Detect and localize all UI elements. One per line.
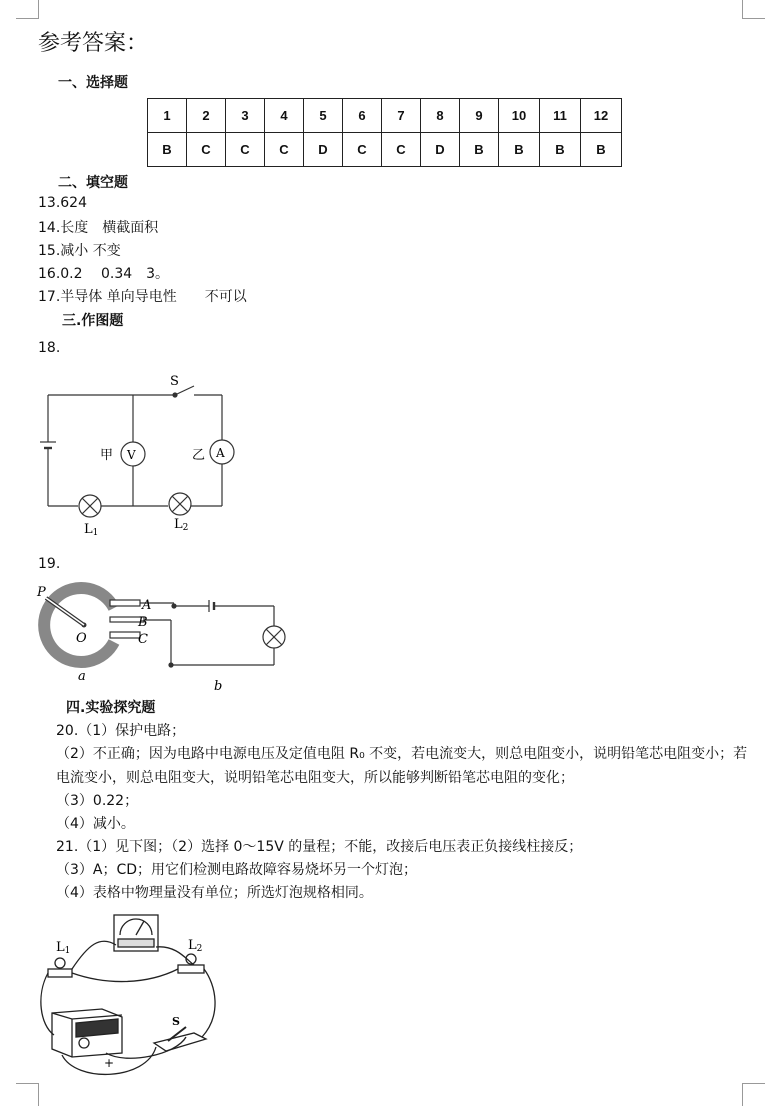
plus-terminal-label: + [104, 1056, 115, 1070]
answer-cell: C [187, 133, 226, 167]
answer-16: 16.0.2 0.34 3。 [38, 266, 170, 282]
meter-label-jia: 甲 [100, 448, 114, 463]
lamp-label-l2: L2 [174, 517, 189, 533]
question-number-cell: 1 [148, 99, 187, 133]
lamp-label-l1: L1 [56, 940, 71, 956]
answer-21-part-3: （4）表格中物理量没有单位；所选灯泡规格相同。 [56, 885, 373, 901]
rheostat-circuit-diagram-19 [34, 580, 304, 695]
answer-cell: B [540, 133, 581, 167]
answer-table-answer-row [148, 133, 622, 167]
answer-cell: C [265, 133, 304, 167]
question-number-cell: 12 [581, 99, 622, 133]
answer-14: 14.长度 横截面积 [38, 220, 159, 236]
question-number-cell: 8 [421, 99, 460, 133]
question-number-cell: 9 [460, 99, 499, 133]
answer-20-part-1: 20.（1）保护电路； [56, 723, 186, 739]
answer-17: 17.半导体 单向导电性 不可以 [38, 289, 247, 305]
figure-label-a: a [78, 669, 86, 684]
corner-mark-top-right [742, 0, 765, 19]
section-heading-fill: 二、填空题 [58, 175, 128, 191]
question-19-number: 19. [38, 556, 61, 572]
section-heading-choice: 一、选择题 [58, 75, 128, 91]
answer-cell: B [581, 133, 622, 167]
corner-mark-bottom-right [742, 1083, 765, 1106]
answer-20-part-2: （2）不正确；因为电路中电源电压及定值电阻 R₀ 不变，若电流变大，则总电阻变小，说明铅笔芯电阻变小；若电流变小，则总电阻变大，说明铅笔芯电阻变大，所以能够判断铅笔芯电阻的变化； [56, 746, 748, 786]
terminal-label-a: A [142, 598, 152, 613]
corner-mark-top-left [16, 0, 39, 19]
lamp-label-l2: L2 [188, 938, 203, 954]
answer-21-part-1: 21.（1）见下图；（2）选择 0～15V 的量程；不能，改接后电压表正负接线柱接反； [56, 839, 583, 855]
answer-21-part-2: （3）A；CD；用它们检测电路故障容易烧坏另一个灯泡； [56, 862, 418, 878]
terminal-label-c: C [138, 632, 148, 647]
question-number-cell: 7 [382, 99, 421, 133]
question-number-cell: 3 [226, 99, 265, 133]
switch-label: S [172, 1015, 180, 1028]
switch-label: S [170, 374, 179, 389]
voltmeter-symbol: V [127, 448, 136, 462]
answer-cell: C [226, 133, 265, 167]
question-number-cell: 2 [187, 99, 226, 133]
answer-20-part-4: （4）减小。 [56, 816, 135, 832]
question-number-cell: 10 [499, 99, 540, 133]
section-heading-drawing: 三.作图题 [62, 313, 124, 329]
answer-cell: B [460, 133, 499, 167]
figure-label-b: b [214, 679, 223, 694]
answer-13: 13.624 [38, 195, 87, 211]
circuit-diagram-18 [30, 370, 250, 540]
answer-table-number-row [148, 99, 622, 133]
question-number-cell: 5 [304, 99, 343, 133]
question-number-cell: 11 [540, 99, 581, 133]
terminal-label-b: B [138, 615, 148, 630]
corner-mark-bottom-left [16, 1083, 39, 1106]
physical-circuit-diagram-21 [36, 905, 246, 1085]
ammeter-symbol: A [216, 446, 225, 460]
slider-label-p: P [37, 585, 46, 600]
answer-cell: D [421, 133, 460, 167]
answer-table [147, 98, 622, 167]
section-heading-experiment: 四.实验探究题 [66, 700, 156, 716]
question-18-number: 18. [38, 340, 61, 356]
answer-cell: D [304, 133, 343, 167]
answer-20-part-3: （3）0.22； [56, 793, 139, 809]
answer-cell: B [148, 133, 187, 167]
center-label-o: O [76, 631, 87, 646]
answer-15: 15.减小 不变 [38, 243, 121, 259]
question-number-cell: 4 [265, 99, 304, 133]
answer-cell: C [382, 133, 421, 167]
answer-cell: B [499, 133, 540, 167]
question-number-cell: 6 [343, 99, 382, 133]
page-title: 参考答案： [38, 31, 149, 56]
lamp-label-l1: L1 [84, 522, 99, 538]
meter-label-yi: 乙 [192, 448, 206, 463]
answer-cell: C [343, 133, 382, 167]
